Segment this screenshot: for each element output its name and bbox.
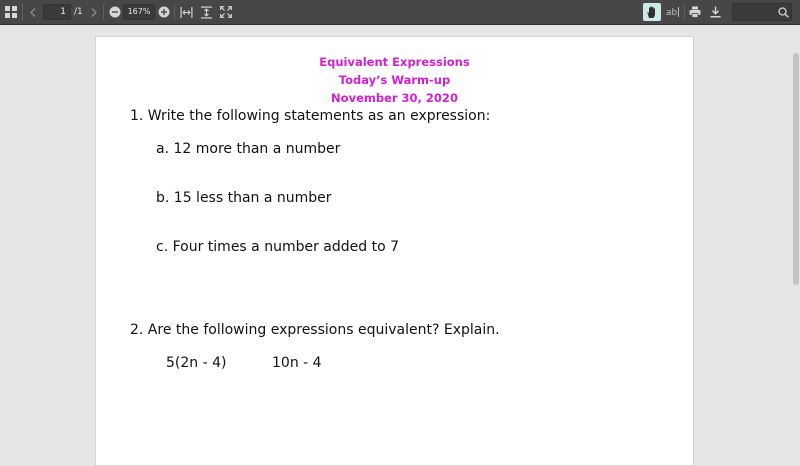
- svg-text:ab: ab: [665, 8, 677, 18]
- toolbar-divider: [103, 4, 104, 20]
- fullscreen-icon[interactable]: [219, 0, 233, 24]
- question-1-item-c: c. Four times a number added to 7: [156, 239, 400, 255]
- toolbar-divider: [22, 4, 23, 20]
- question-1-item-a: a. 12 more than a number: [156, 141, 341, 157]
- question-2-prompt: 2. Are the following expressions equivalent? Explain.: [130, 322, 500, 338]
- question-2-expression-left: 5(2n - 4): [166, 355, 227, 371]
- pdf-page: [95, 36, 694, 466]
- print-icon[interactable]: [688, 0, 702, 24]
- fit-page-icon[interactable]: [199, 0, 213, 24]
- toolbar-divider: [174, 4, 175, 20]
- scrollbar-thumb[interactable]: [793, 53, 799, 285]
- zoom-in-icon[interactable]: [157, 0, 171, 24]
- vertical-scrollbar[interactable]: [791, 25, 800, 450]
- zoom-out-icon[interactable]: [108, 0, 122, 24]
- hand-tool-icon[interactable]: [645, 0, 659, 24]
- pdf-toolbar: [0, 0, 800, 25]
- question-1-item-b: b. 15 less than a number: [156, 190, 332, 206]
- next-page-icon[interactable]: [88, 0, 100, 24]
- previous-page-icon[interactable]: [27, 0, 39, 24]
- search-icon[interactable]: [776, 0, 790, 24]
- question-2-expression-right: 10n - 4: [272, 355, 322, 371]
- download-icon[interactable]: [708, 0, 722, 24]
- document-date: November 30, 2020: [331, 91, 458, 105]
- zoom-level-select[interactable]: 167%: [123, 4, 155, 20]
- fit-width-icon[interactable]: [179, 0, 193, 24]
- sidebar-toggle-icon[interactable]: [3, 0, 19, 24]
- document-title: Equivalent Expressions: [319, 55, 470, 69]
- toolbar-divider: [684, 4, 685, 20]
- text-select-icon[interactable]: [665, 0, 681, 24]
- document-subtitle: Today’s Warm-up: [338, 73, 451, 87]
- page-number-input[interactable]: 1: [43, 4, 71, 20]
- question-1-prompt: 1. Write the following statements as an expression:: [130, 108, 491, 124]
- page-total-label: /1: [74, 7, 83, 17]
